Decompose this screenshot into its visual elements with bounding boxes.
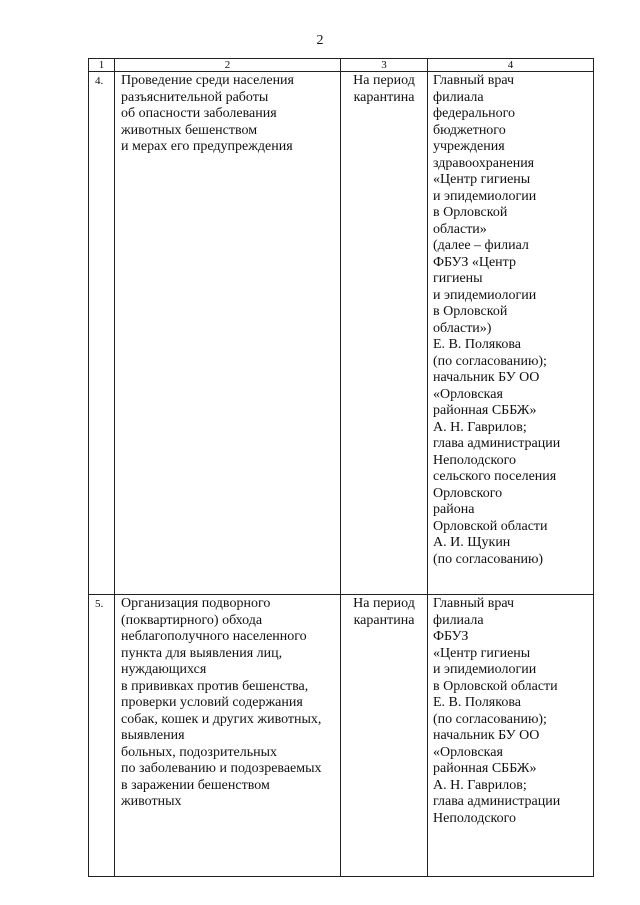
measure-responsible-line: филиала bbox=[433, 89, 484, 105]
measure-responsible-line: «Центр гигиены bbox=[433, 645, 531, 661]
measure-period-line: карантина bbox=[353, 612, 415, 628]
measure-description-line: разъяснительной работы bbox=[121, 89, 269, 105]
measure-description-line: животных bbox=[121, 794, 182, 809]
measure-responsible-line: районная СББЖ» bbox=[433, 403, 537, 418]
measure-responsible-line: в Орловской области bbox=[433, 678, 558, 694]
measure-description-line: Проведение среди населения bbox=[121, 73, 294, 88]
measure-responsible-line: федерального bbox=[433, 106, 516, 121]
measure-responsible-line: филиала bbox=[433, 612, 484, 628]
measure-responsible-line: в Орловской bbox=[433, 205, 508, 220]
measure-description-line: об опасности заболевания bbox=[121, 106, 277, 121]
measure-description bbox=[115, 72, 341, 595]
measure-responsible-line: глава администрации bbox=[433, 436, 561, 451]
measure-description-line: (поквартирного) обхода bbox=[121, 612, 263, 628]
measure-responsible-line: Неполодского bbox=[433, 810, 517, 826]
measure-responsible-line: «Орловская bbox=[433, 386, 503, 402]
header-col-4: 4 bbox=[428, 59, 594, 72]
measure-responsible-line: начальник БУ ОО bbox=[433, 728, 540, 743]
measure-responsible bbox=[428, 72, 594, 595]
measure-description-line: нуждающихся bbox=[121, 662, 207, 677]
measure-responsible-line: районная СББЖ» bbox=[433, 761, 537, 776]
measure-responsible-line: Орловского bbox=[433, 485, 503, 501]
measure-responsible-line: в Орловской bbox=[433, 304, 508, 319]
measure-description-line: в прививках против бешенства, bbox=[121, 678, 309, 694]
row-number: 5. bbox=[89, 595, 115, 877]
measure-responsible-line: и эпидемиологии bbox=[433, 188, 537, 204]
measure-period-line: карантина bbox=[353, 89, 415, 105]
measure-responsible-line: (по согласованию); bbox=[433, 353, 547, 369]
table-row bbox=[89, 72, 594, 595]
measure-responsible-line: глава администрации bbox=[433, 794, 561, 809]
measure-responsible-line: А. Н. Гаврилов; bbox=[433, 777, 527, 793]
measure-responsible-line: Е. В. Полякова bbox=[433, 695, 521, 710]
measure-description-line: животных бешенством bbox=[121, 122, 258, 138]
measure-description-line: проверки условий содержания bbox=[121, 695, 303, 710]
header-col-1: 1 bbox=[89, 59, 115, 72]
table-header-row bbox=[89, 59, 594, 72]
measure-responsible-line: Е. В. Полякова bbox=[433, 337, 521, 352]
measure-period-line: На период bbox=[353, 73, 415, 88]
measure-description-line: Организация подворного bbox=[121, 596, 271, 611]
measure-description-line: по заболеванию и подозреваемых bbox=[121, 761, 322, 776]
measure-responsible-line: Главный врач bbox=[433, 596, 515, 611]
measure-responsible-line: Орловской области bbox=[433, 518, 548, 534]
measure-responsible-line: А. Н. Гаврилов; bbox=[433, 419, 527, 435]
measure-responsible-line: района bbox=[433, 502, 475, 517]
measure-description-line: выявления bbox=[121, 728, 185, 743]
measure-responsible-line: области» bbox=[433, 221, 487, 237]
measure-responsible-line: бюджетного bbox=[433, 122, 506, 138]
measure-responsible bbox=[428, 595, 594, 877]
table-row bbox=[89, 595, 594, 877]
measure-responsible-line: области») bbox=[433, 320, 492, 336]
measure-responsible-line: «Центр гигиены bbox=[433, 172, 531, 187]
measure-responsible-line: здравоохранения bbox=[433, 155, 535, 171]
measure-responsible-line: ФБУЗ bbox=[433, 629, 469, 644]
measure-period bbox=[341, 72, 428, 595]
measure-responsible-line: и эпидемиологии bbox=[433, 662, 537, 677]
header-col-3: 3 bbox=[341, 59, 428, 72]
header-col-2: 2 bbox=[115, 59, 341, 72]
measure-description-line: собак, кошек и других животных, bbox=[121, 711, 322, 727]
measure-responsible-line: сельского поселения bbox=[433, 469, 557, 484]
measure-period bbox=[341, 595, 428, 877]
measure-description-line: пункта для выявления лиц, bbox=[121, 645, 283, 661]
measure-description-line: неблагополучного населенного bbox=[121, 629, 307, 644]
measure-description-line: в заражении бешенством bbox=[121, 777, 270, 793]
measure-responsible-line: Главный врач bbox=[433, 73, 515, 88]
measure-description-line: и мерах его предупреждения bbox=[121, 139, 293, 154]
measures-table bbox=[88, 58, 594, 877]
measure-responsible-line: ФБУЗ «Центр bbox=[433, 254, 516, 270]
measure-period-line: На период bbox=[353, 596, 415, 611]
measure-responsible-line: (по согласованию) bbox=[433, 551, 544, 567]
measure-responsible-line: А. И. Щукин bbox=[433, 535, 511, 550]
measure-responsible-line: Неполодского bbox=[433, 452, 517, 468]
measure-responsible-line: учреждения bbox=[433, 139, 505, 154]
measure-responsible-line: начальник БУ ОО bbox=[433, 370, 540, 385]
measure-description bbox=[115, 595, 341, 877]
measure-responsible-line: (по согласованию); bbox=[433, 711, 547, 727]
row-number: 4. bbox=[89, 72, 115, 595]
measure-responsible-line: гигиены bbox=[433, 271, 483, 286]
measure-description-line: больных, подозрительных bbox=[121, 744, 278, 760]
page-number: 2 bbox=[316, 33, 324, 48]
measure-responsible-line: (далее – филиал bbox=[433, 238, 529, 253]
measure-responsible-line: «Орловская bbox=[433, 744, 503, 760]
measure-responsible-line: и эпидемиологии bbox=[433, 287, 537, 303]
